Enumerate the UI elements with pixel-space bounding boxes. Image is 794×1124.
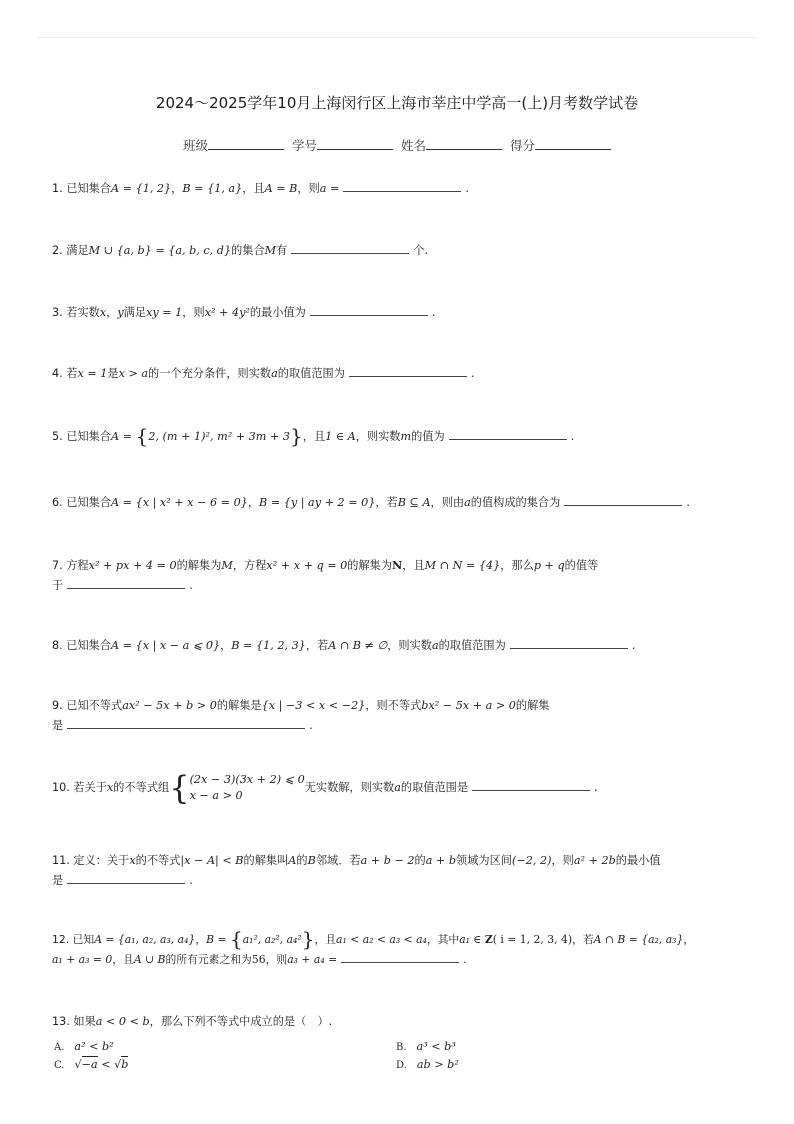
math: x − a > 0 <box>189 789 243 802</box>
integer-set-symbol: Z <box>484 933 493 946</box>
math: M ∪ {a, b} = {a, b, c, d} <box>88 244 232 257</box>
question-number: 10. <box>52 781 70 794</box>
text: 邻域．若 <box>315 854 361 867</box>
class-blank[interactable] <box>208 137 284 150</box>
math: a + b − 2 <box>360 854 415 867</box>
text: 若关于 <box>73 781 107 794</box>
math: A <box>288 854 297 867</box>
system-brace: { <box>169 769 190 807</box>
math: x² + 4y² <box>204 306 250 319</box>
text: 如果 <box>73 1015 96 1028</box>
text: 有 <box>276 244 288 257</box>
right-brace: } <box>290 424 303 448</box>
text: 已知 <box>72 933 95 946</box>
math: (2x − 3)(3x + 2) ⩽ 0 <box>189 773 305 786</box>
math: x <box>99 306 107 319</box>
math: a₁ + a₃ = 0 <box>52 953 113 966</box>
math: A = {1, 2} <box>111 182 172 195</box>
question-3 <box>52 302 754 322</box>
math: a <box>432 639 439 652</box>
math: m <box>400 430 412 443</box>
math: xy = 1 <box>146 306 183 319</box>
answer-blank[interactable] <box>564 492 682 506</box>
math: A ∪ B <box>133 953 166 966</box>
text: 的解集为 <box>176 559 222 572</box>
text: . <box>631 639 636 652</box>
question-number: 5. <box>52 430 63 443</box>
math: a <box>464 496 471 509</box>
math: A ∩ B = {a₂, a₃} <box>593 933 684 946</box>
text: ，且 <box>112 953 134 966</box>
text: ，则不等式 <box>365 699 422 712</box>
math: ab > b² <box>416 1058 459 1071</box>
text: 的一个充分条件，则实数 <box>148 367 272 380</box>
math: a³ < b³ <box>416 1040 456 1053</box>
text: ，且 <box>242 182 265 195</box>
text: 的取值范围为 <box>438 639 506 652</box>
text: ，则 <box>182 306 205 319</box>
text: ，若 <box>572 933 594 946</box>
text: 无实数解，则实数 <box>304 781 395 794</box>
question-6 <box>52 492 754 512</box>
math: y <box>117 306 124 319</box>
math: A = B <box>264 182 298 195</box>
text: 的 <box>414 854 426 867</box>
text: ， <box>106 306 118 319</box>
text: . <box>465 182 469 195</box>
math: a² + 2b <box>573 854 616 867</box>
math: 56 <box>251 953 266 966</box>
math: bx² − 5x + a > 0 <box>421 699 516 712</box>
math: a < 0 < b <box>95 1015 150 1028</box>
math: p + q <box>533 559 565 572</box>
math: x = 1 <box>77 367 108 380</box>
math: |x − A| < B <box>180 854 244 867</box>
question-number: 6. <box>52 496 63 509</box>
math: B <box>307 854 316 867</box>
math: a² < b² <box>74 1040 114 1053</box>
text: . <box>470 367 475 380</box>
name-blank[interactable] <box>426 137 502 150</box>
math: a₁², a₂², a₄² <box>242 933 302 946</box>
option-b[interactable] <box>396 1040 456 1053</box>
answer-blank[interactable] <box>341 949 459 963</box>
text: ，则 <box>551 854 574 867</box>
inequality-system <box>169 769 305 807</box>
top-divider <box>37 37 757 38</box>
text: ，若 <box>375 496 398 509</box>
text: . <box>189 874 193 887</box>
text: ， <box>247 496 260 509</box>
question-number: 9. <box>52 699 63 712</box>
right-brace: } <box>301 927 315 951</box>
math: A ∩ B ≠ ∅ <box>328 639 388 652</box>
left-brace: { <box>135 424 149 448</box>
math: x <box>106 781 114 794</box>
text: 已知集合 <box>66 496 112 509</box>
text: 的解集为 <box>347 559 393 572</box>
math: ax² − 5x + b > 0 <box>122 699 217 712</box>
math: x <box>129 854 136 867</box>
text: ， <box>220 639 232 652</box>
math: a = <box>319 182 340 195</box>
text: 是 <box>52 874 64 887</box>
question-5 <box>52 426 754 446</box>
text: ， <box>195 933 207 946</box>
math: b <box>121 1058 129 1071</box>
text: 已知集合 <box>66 430 112 443</box>
question-number: 11. <box>52 854 70 867</box>
math: x² + px + 4 = 0 <box>88 559 177 572</box>
question-9 <box>52 697 754 735</box>
math: A = {x | x − a ⩽ 0} <box>111 639 221 652</box>
answer-blank[interactable] <box>310 302 428 316</box>
math: B = {1, a} <box>182 182 243 195</box>
score-blank[interactable] <box>535 137 611 150</box>
math: A = {x | x² + x − 6 = 0} <box>111 496 248 509</box>
math: A = {a₁, a₂, a₃, a₄} <box>94 933 196 946</box>
math: x > a <box>118 367 149 380</box>
math: x² + x + q = 0 <box>266 559 348 572</box>
question-4 <box>52 363 754 383</box>
math: < √ <box>97 1058 122 1071</box>
text: 是 <box>52 719 64 732</box>
text: ，则由 <box>430 496 465 509</box>
text: 满足 <box>66 244 89 257</box>
text: . <box>189 579 193 592</box>
text: 的不等式组 <box>113 781 170 794</box>
left-brace: { <box>229 927 243 951</box>
option-a[interactable] <box>54 1040 114 1053</box>
question-number: 13. <box>52 1015 70 1028</box>
math: 1 ∈ A <box>325 430 356 443</box>
id-label: 学号 <box>291 138 317 153</box>
text: . <box>594 781 598 794</box>
question-number: 12. <box>52 933 70 946</box>
text: ，则实数 <box>355 430 401 443</box>
math: B = <box>206 933 227 946</box>
option-tag: B. <box>396 1042 407 1053</box>
text: ，且 <box>314 933 337 946</box>
math: B ⊆ A <box>397 496 431 509</box>
name-label: 姓名 <box>400 138 426 153</box>
question-number: 2. <box>52 244 63 257</box>
option-tag: A. <box>54 1042 65 1053</box>
math: M <box>264 244 277 257</box>
question-number: 7. <box>52 559 63 572</box>
text: 的取值范围为 <box>277 367 345 380</box>
text: 的最小值为 <box>249 306 306 319</box>
text: 满足 <box>123 306 147 319</box>
math: a <box>394 781 401 794</box>
answer-blank[interactable] <box>472 777 590 791</box>
math: {x | −3 < x < −2} <box>261 699 366 712</box>
answer-blank[interactable] <box>449 426 567 440</box>
text: . <box>309 719 313 732</box>
text: 的解集 <box>515 699 550 712</box>
text: 已知集合 <box>66 182 112 195</box>
answer-blank[interactable] <box>349 363 467 377</box>
text: 的 <box>296 854 308 867</box>
answer-blank[interactable] <box>291 240 409 254</box>
text: ，且 <box>302 430 326 443</box>
text: 的最小值 <box>615 854 661 867</box>
text: ， <box>171 182 183 195</box>
math: (−2, 2) <box>511 854 552 867</box>
text: 若实数 <box>66 306 100 319</box>
text: ， <box>683 933 695 946</box>
text: ，那么下列不等式中成立的是（ ）. <box>149 1015 333 1028</box>
math: a₁ ∈ <box>459 933 482 946</box>
text: 已知不等式 <box>66 699 123 712</box>
text: 的解集叫 <box>243 854 289 867</box>
math: −a <box>81 1058 98 1071</box>
question-2 <box>52 240 754 260</box>
text: ，则 <box>297 182 320 195</box>
question-11 <box>52 852 754 890</box>
id-blank[interactable] <box>317 137 393 150</box>
text: 方程 <box>66 559 89 572</box>
exam-title: 2024～2025学年10月上海闵行区上海市莘庄中学高一(上)月考数学试卷 <box>155 94 639 112</box>
question-12 <box>52 927 754 969</box>
text: 已知集合 <box>66 639 112 652</box>
text: . <box>463 953 467 966</box>
question-number: 8. <box>52 639 63 652</box>
text: 定义：关于 <box>73 854 130 867</box>
math: M <box>221 559 233 572</box>
system-rows <box>190 772 305 804</box>
math: a <box>271 367 278 380</box>
question-number: 3. <box>52 306 63 319</box>
text: 的解集是 <box>216 699 262 712</box>
answer-blank[interactable] <box>67 575 185 589</box>
math: M ∩ N = {4} <box>424 559 501 572</box>
text: 的所有元素之和为 <box>165 953 252 966</box>
math: B = {1, 2, 3} <box>231 639 306 652</box>
text: 的值等 <box>564 559 599 572</box>
math: ( i = 1, 2, 3, 4) <box>492 933 573 946</box>
text: 若 <box>66 367 78 380</box>
text: ，其中 <box>426 933 460 946</box>
question-1 <box>52 178 754 198</box>
sqrt-sign: √ <box>74 1058 82 1071</box>
student-info-row <box>0 136 794 154</box>
option-tag: D. <box>396 1060 407 1071</box>
text: 是 <box>107 367 119 380</box>
question-number: 1. <box>52 182 63 195</box>
text: ，则实数 <box>387 639 432 652</box>
question-number: 4. <box>52 367 63 380</box>
text: ，若 <box>305 639 329 652</box>
math: a₃ + a₄ = <box>287 953 338 966</box>
question-13 <box>52 1013 754 1031</box>
class-label: 班级 <box>182 138 208 153</box>
text: ，那么 <box>500 559 534 572</box>
option-c[interactable] <box>54 1058 128 1071</box>
text: ，且 <box>402 559 425 572</box>
text: 的取值范围是 <box>400 781 469 794</box>
text: 个. <box>413 244 429 257</box>
math: A = <box>111 430 133 443</box>
option-tag: C. <box>54 1060 65 1071</box>
question-7 <box>52 556 754 595</box>
text: 领域为区间 <box>456 854 512 867</box>
text: 的值为 <box>411 430 445 443</box>
text: ，则 <box>265 953 288 966</box>
question-10 <box>52 769 754 807</box>
answer-blank[interactable] <box>343 178 461 192</box>
math: N <box>392 558 403 572</box>
text: . <box>570 430 575 443</box>
math: a₁ < a₂ < a₃ < a₄ <box>336 933 427 946</box>
text: . <box>686 496 690 509</box>
option-d[interactable] <box>396 1058 459 1071</box>
text: . <box>431 306 436 319</box>
score-label: 得分 <box>509 138 535 153</box>
math: B = {y | ay + 2 = 0} <box>259 496 376 509</box>
answer-blank[interactable] <box>67 715 305 729</box>
math: 2, (m + 1)², m² + 3m + 3 <box>148 430 291 443</box>
answer-blank[interactable] <box>510 635 628 649</box>
text: 于 <box>52 579 64 592</box>
text: 的值构成的集合为 <box>470 496 561 509</box>
text: 的不等式 <box>135 854 181 867</box>
math: a + b <box>425 854 457 867</box>
answer-blank[interactable] <box>67 870 185 884</box>
question-8 <box>52 635 754 655</box>
text: ，方程 <box>232 559 267 572</box>
text: 的集合 <box>231 244 265 257</box>
